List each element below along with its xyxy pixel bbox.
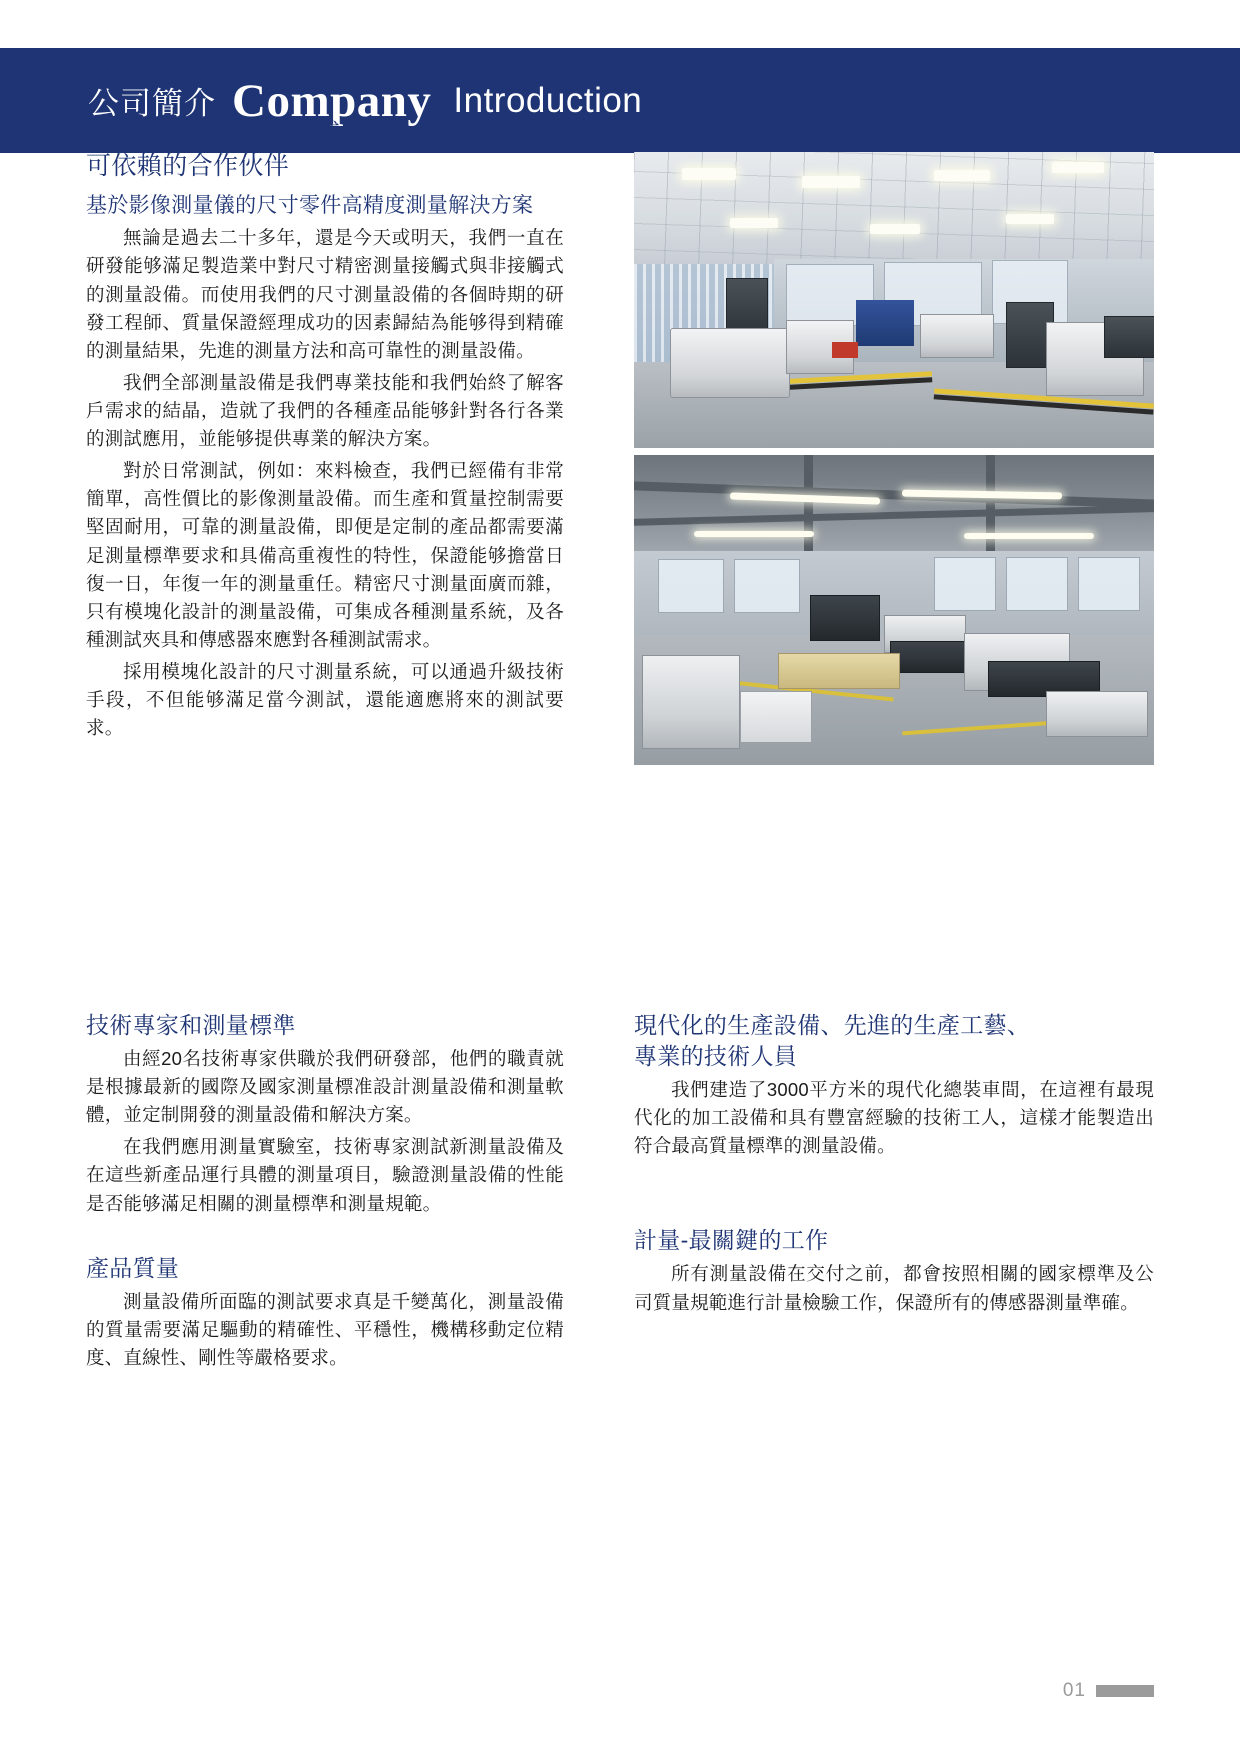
section-heading-modern-production <box>634 1010 1154 1072</box>
section-paragraph: 由經20名技術專家供職於我們研發部，他們的職責就是根據最新的國際及國家測量標准設計測量設備和測量軟體，並定制開發的測量設備和解決方案。 <box>86 1048 564 1126</box>
metrology-lab-photo <box>634 152 1154 448</box>
intro-subtitle: 基於影像測量儀的尺寸零件高精度測量解決方案 <box>86 194 534 217</box>
photo2-machine <box>1046 691 1148 737</box>
photo1-ceiling-lamp <box>802 176 860 188</box>
footer <box>1063 1680 1154 1702</box>
photo2-light-tube <box>694 531 814 537</box>
photo2-box <box>740 691 812 743</box>
intro-paragraph: 對於日常測試，例如：來料檢查，我們已經備有非常簡單，高性價比的影像測量設備。而生產和質量控制需要堅固耐用，可靠的測量設備，即便是定制的產品都需要滿足測量標準要求和具備高重複性的特性，保證能够擔當日復一日，年復一年的測量重任。精密尺寸測量面廣而雜，只有模塊化設計的測量設備，可集成各種測量系統，及各種測試夾具和傳感器來應對各種測試需求。 <box>86 460 564 650</box>
header-english-title-light: Introduction <box>453 80 643 120</box>
section-heading-metrology: 計量-最關鍵的工作 <box>634 1227 829 1254</box>
photo2-machine <box>810 595 880 641</box>
photo1-machine <box>1104 316 1154 358</box>
section-paragraph: 所有測量設備在交付之前，都會按照相關的國家標準及公司質量規範進行計量檢驗工作，保證所有的傳感器測量準確。 <box>634 1263 1154 1313</box>
header-chinese-title: 公司簡介 <box>88 86 216 121</box>
production-hall-photo <box>634 455 1154 765</box>
section-paragraph: 在我們應用測量實驗室，技術專家測試新測量設備及在這些新產品運行具體的測量項目，驗證測量設備的性能是否能够滿足相關的測量標準和測量規範。 <box>86 1136 564 1214</box>
section-heading-product-quality: 產品質量 <box>86 1254 180 1281</box>
intro-left-column <box>86 117 564 742</box>
photo1-ceiling-lamp <box>934 170 990 181</box>
photo1-red-object <box>832 342 858 358</box>
bottom-right-column <box>634 1010 1154 1317</box>
photo2-column <box>804 455 813 559</box>
photo1-ceiling-lamp <box>682 168 736 180</box>
photo2-crate <box>778 653 900 689</box>
photo1-machine <box>670 328 790 398</box>
intro-paragraph: 採用模塊化設計的尺寸測量系統，可以通過升級技術手段，不但能够滿足當今測試，還能適應將來的測試要求。 <box>86 660 564 739</box>
photo2-window <box>734 559 800 613</box>
intro-title-line1: 產品質量尺寸管控領域 <box>86 119 341 147</box>
intro-title <box>86 117 564 183</box>
intro-paragraph: 我們全部測量設備是我們專業技能和我們始終了解客戶需求的結晶，造就了我們的各種產品能够針對各行各業的測試應用，並能够提供專業的解決方案。 <box>86 371 564 450</box>
photo1-ceiling-lamp <box>870 224 920 234</box>
section-paragraph: 測量設備所面臨的測試要求真是千變萬化，測量設備的質量需要滿足驅動的精確性、平穩性，機構移動定位精度、直線性、剛性等嚴格要求。 <box>86 1290 564 1368</box>
photo2-window <box>934 557 996 611</box>
section-spacer <box>634 1160 1154 1216</box>
photo2-window <box>658 559 724 613</box>
section-heading-line1: 現代化的生產設備、先進的生產工藝、 <box>634 1012 1031 1038</box>
bottom-left-column <box>86 1010 564 1372</box>
photo1-ceiling-lamp <box>1052 162 1104 173</box>
photo1-ceiling-lamp <box>730 218 778 228</box>
photo2-light-tube <box>964 533 1094 539</box>
section-spacer <box>86 1218 564 1244</box>
photo1-blue-cabinet <box>856 300 914 346</box>
photo2-window <box>1078 557 1140 611</box>
section-heading-technical-experts: 技術專家和測量標準 <box>86 1012 296 1038</box>
photo2-column <box>986 455 995 555</box>
section-paragraph: 我們建造了3000平方米的現代化總裝車間，在這裡有最現代化的加工設備和具有豐富經驗的技術工人，這樣才能製造出符合最高質量標準的測量設備。 <box>634 1079 1154 1157</box>
photo2-machine <box>642 655 740 749</box>
photo1-machine <box>920 314 994 358</box>
section-heading-line2: 專業的技術人員 <box>634 1043 798 1070</box>
header-english-title-bold: Company <box>232 74 432 127</box>
intro-paragraph: 無論是過去二十多年，還是今天或明天，我們一直在研發能够滿足製造業中對尺寸精密測量接觸式與非接觸式的測量設備。而使用我們的尺寸測量設備的各個時期的研發工程師、質量保證經理成功的因素歸結為能够得到精確的測量結果，先進的測量方法和高可靠性的測量設備。 <box>86 227 564 361</box>
page-number-bar <box>1096 1685 1154 1697</box>
photo2-window <box>1006 557 1068 611</box>
photo1-ceiling-lamp <box>1006 214 1054 224</box>
intro-title-line2: 可依賴的合作伙伴 <box>86 152 290 180</box>
page-number: 01 <box>1062 1680 1086 1701</box>
